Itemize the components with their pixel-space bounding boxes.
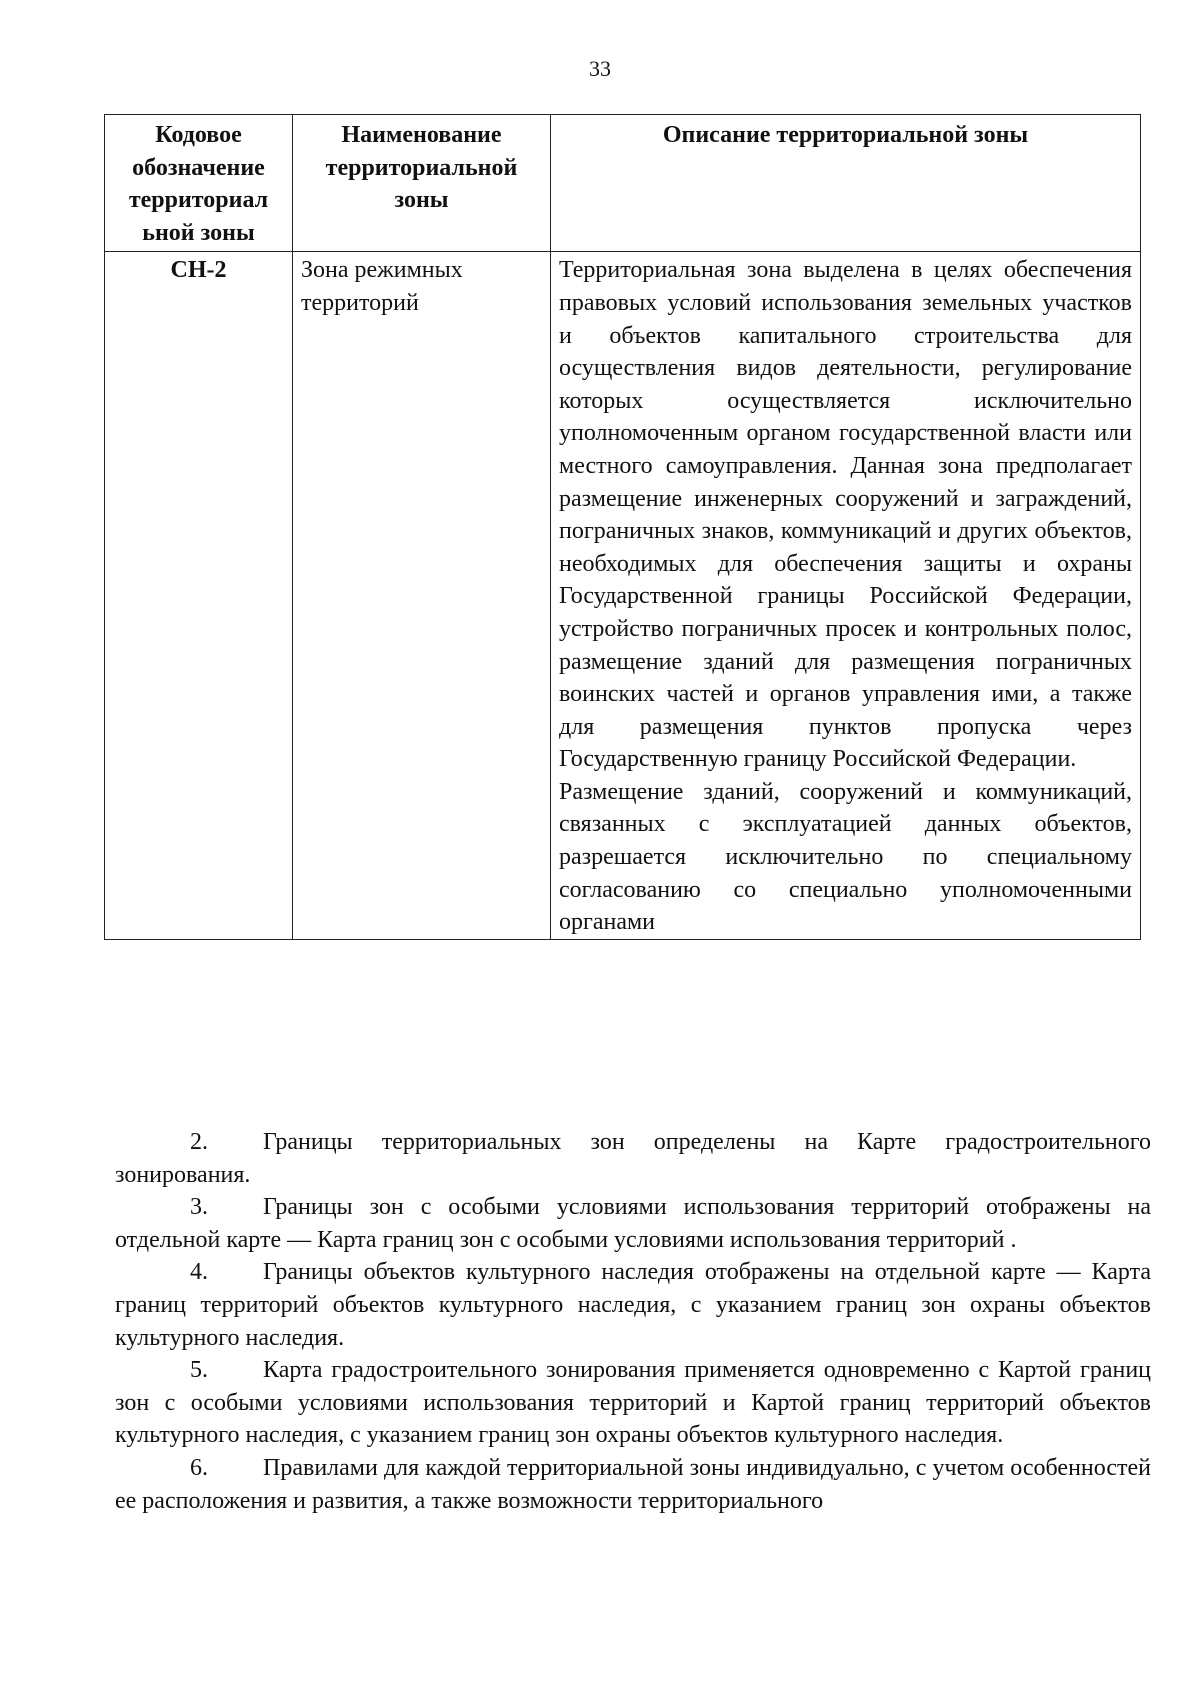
paragraph-number: 5. [190, 1357, 208, 1384]
numbered-paragraphs [115, 1126, 1151, 1517]
paragraph-text: Границы территориальных зон определены на Карте градостроительного зонирования. [115, 1129, 1151, 1188]
zone-code-cell: СН-2 [105, 252, 293, 939]
paragraph-number: 3. [190, 1194, 208, 1221]
table-header-row [105, 115, 1141, 252]
header-zone-description: Описание территориальной зоны [551, 115, 1141, 252]
zone-description-paragraph: Размещение зданий, сооружений и коммуникаций, связанных с эксплуатацией данных объектов, разрешается исключительно по специальному согласованию со специально уполномоченными органами [559, 778, 1132, 936]
territorial-zones-table [104, 114, 1141, 940]
header-zone-code: Кодовое обозначение территориал ьной зоны [105, 115, 293, 252]
zone-description-paragraph: Территориальная зона выделена в целях обеспечения правовых условий использования земельных участков и объектов капитального строительства для осуществления видов деятельности, регулирование которых осуществляется исключительно уполномоченным органом государственной власти или местного самоуправления. Данная зона предполагает размещение инженерных сооружений и заграждений, пограничных знаков, коммуникаций и других объектов, необходимых для обеспечения защиты и охраны Государственной границы Российской Федерации, устройство пограничных просек и контрольных полос, размещение зданий для размещения пограничных воинских частей и органов управления ими, а также для размещения пунктов пропуска через Государственную границу Российской Федерации. [559, 257, 1132, 773]
numbered-paragraph [115, 1452, 1151, 1517]
numbered-paragraph [115, 1126, 1151, 1191]
table-row [105, 252, 1141, 939]
numbered-paragraph [115, 1354, 1151, 1452]
numbered-paragraph [115, 1256, 1151, 1354]
zone-name-cell: Зона режимных территорий [293, 252, 551, 939]
paragraph-number: 6. [190, 1454, 208, 1481]
zone-description-cell [551, 252, 1141, 939]
page-number: 33 [589, 56, 611, 81]
header-zone-name: Наименование территориальной зоны [293, 115, 551, 252]
paragraph-number: 4. [190, 1259, 208, 1286]
paragraph-number: 2. [190, 1129, 208, 1155]
paragraph-text: Границы зон с особыми условиями использования территорий отображены на отдельной карте — Карта границ зон с особыми условиями использования территорий . [115, 1194, 1151, 1253]
paragraph-text: Карта градостроительного зонирования применяется одновременно с Картой границ зон с особыми условиями использования территорий и Картой границ территорий объектов культурного наследия, с указанием границ зон охраны объектов культурного наследия. [115, 1357, 1151, 1449]
paragraph-text: Правилами для каждой территориальной зоны индивидуально, с учетом особенностей ее расположения и развития, а также возможности территориального [115, 1454, 1151, 1514]
paragraph-text: Границы объектов культурного наследия отображены на отдельной карте — Карта границ территорий объектов культурного наследия, с указанием границ зон охраны объектов культурного наследия. [115, 1259, 1151, 1351]
numbered-paragraph [115, 1191, 1151, 1256]
